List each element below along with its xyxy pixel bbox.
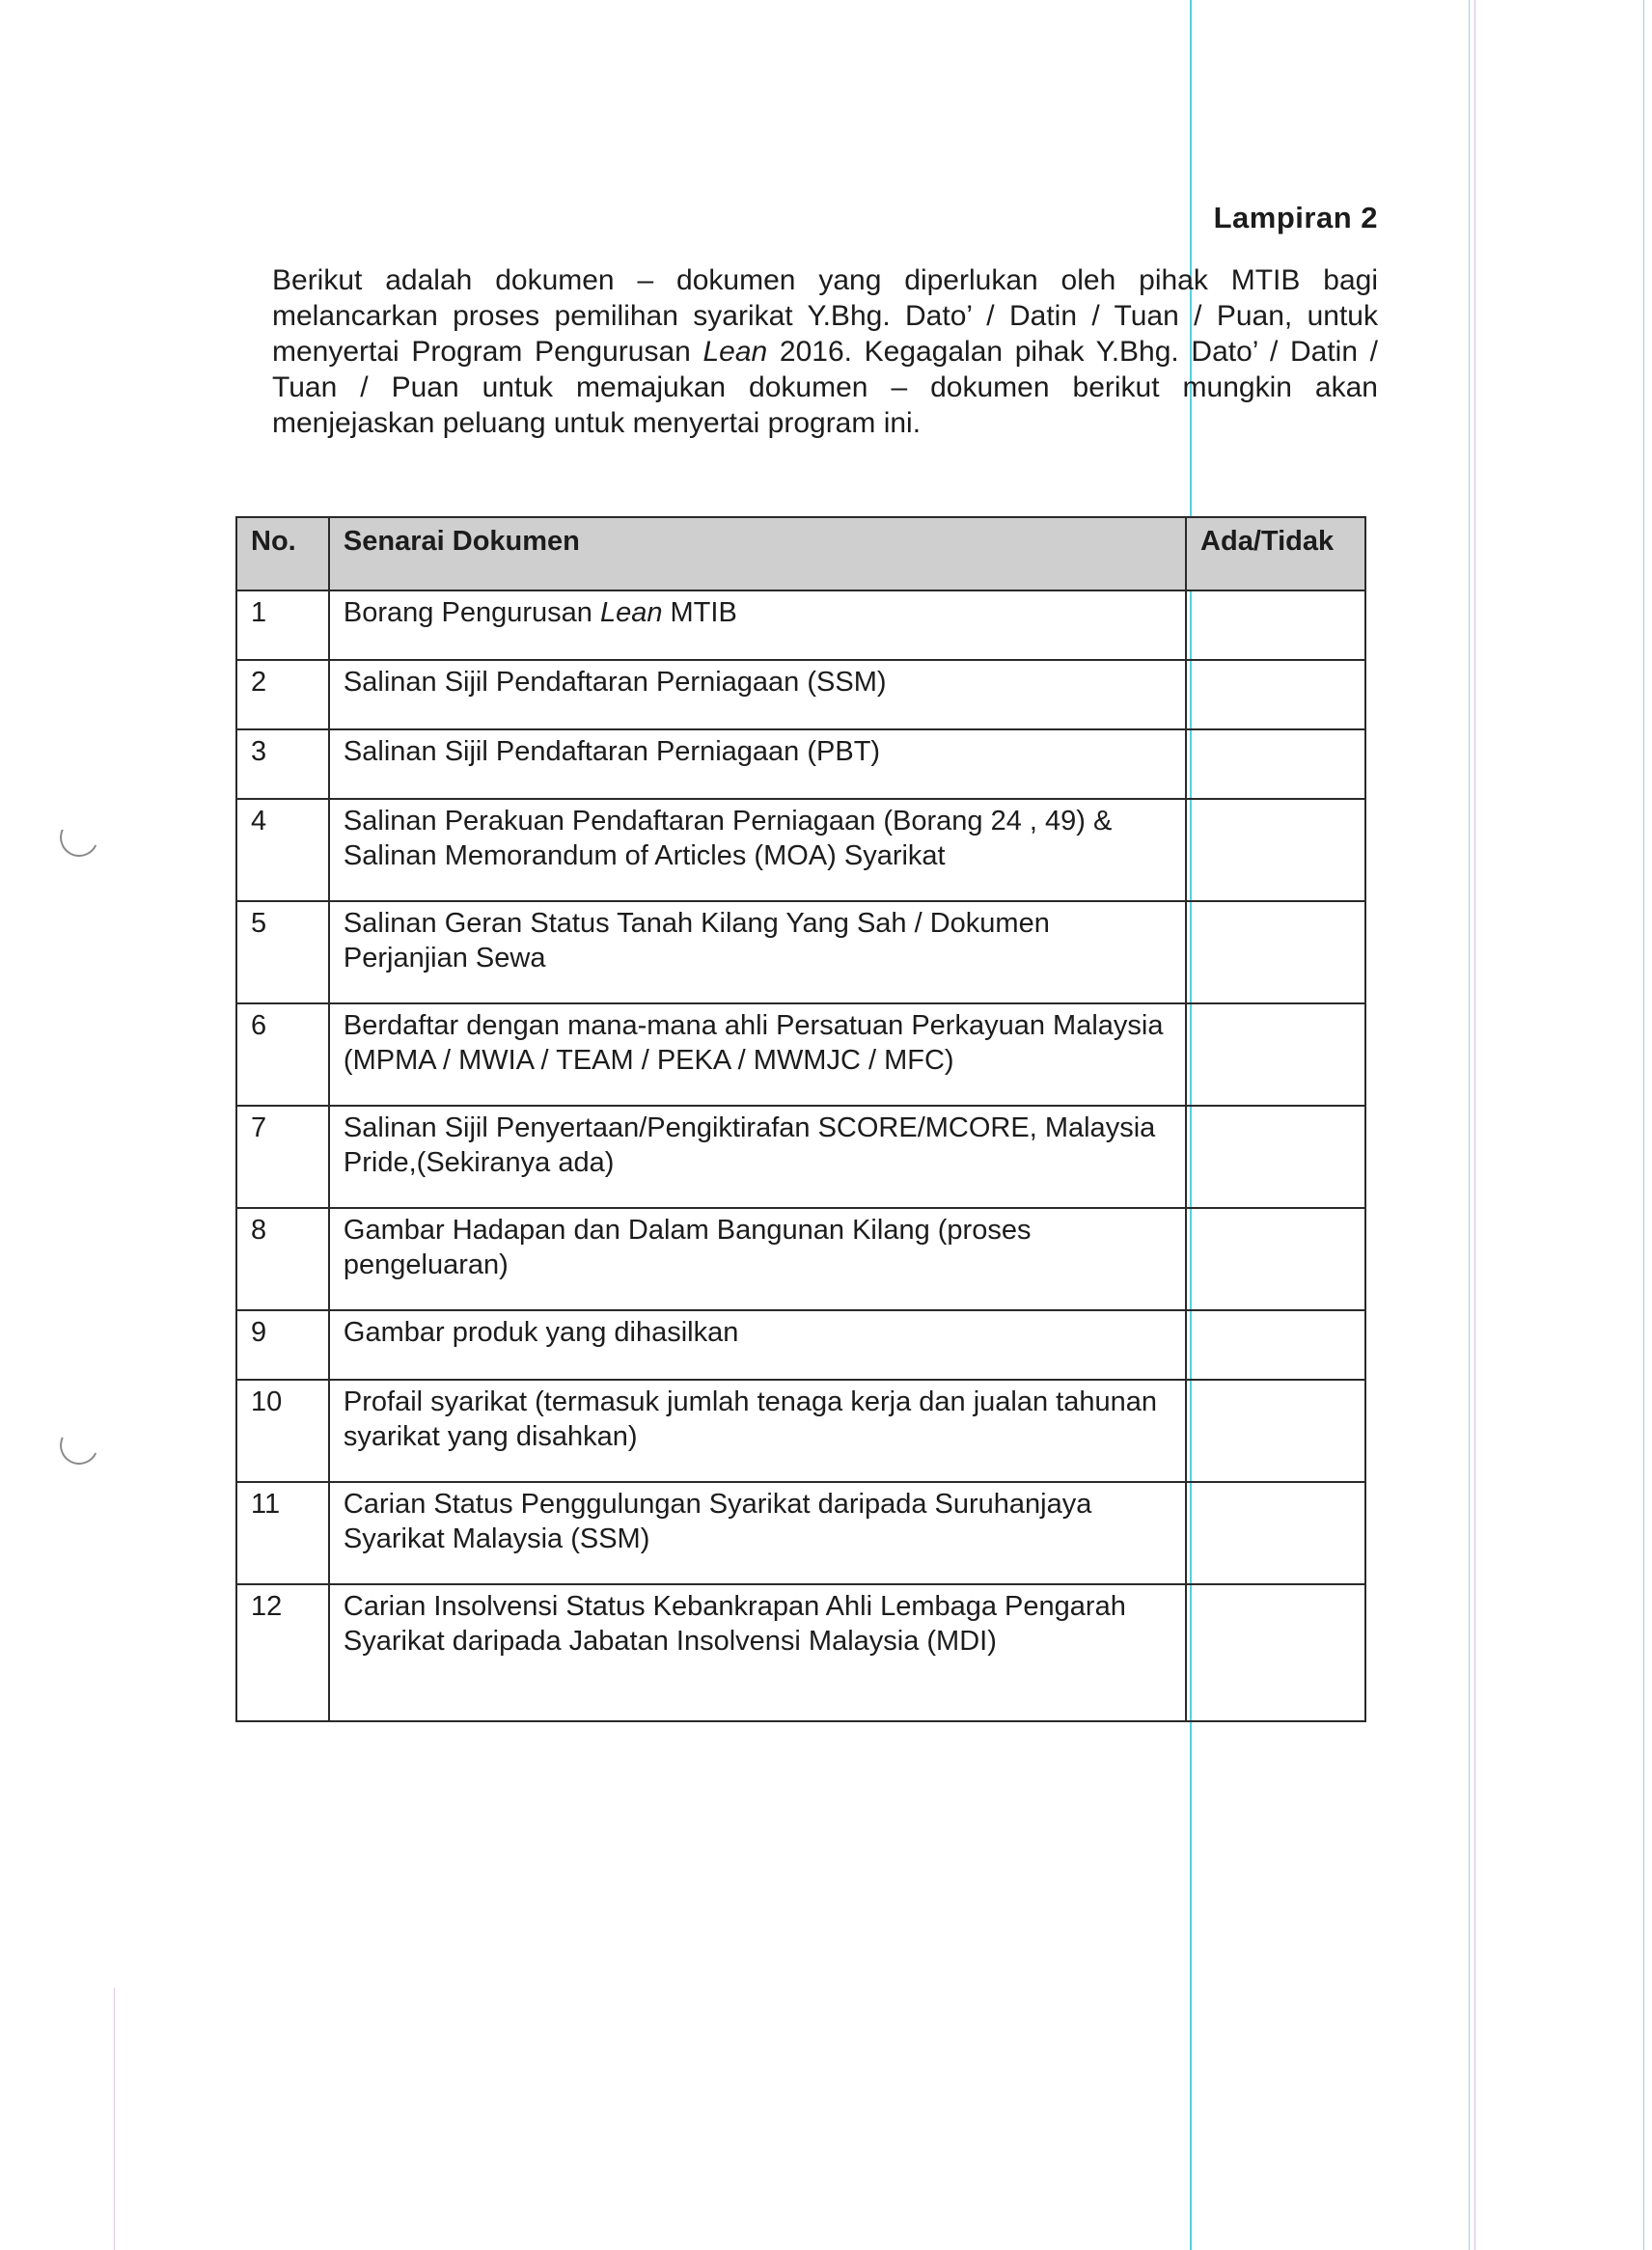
document-name-text: Carian Insolvensi Status Kebankrapan Ahli Lembaga Pengarah Syarikat daripada Jabatan Insolvensi Malaysia (MDI) bbox=[343, 1591, 1126, 1657]
table-row bbox=[236, 1106, 1365, 1208]
header-document-list: Senarai Dokumen bbox=[329, 517, 1186, 590]
scan-artifact-line bbox=[1469, 0, 1470, 2250]
document-name bbox=[329, 1310, 1186, 1380]
row-number: 3 bbox=[236, 729, 329, 799]
table-row bbox=[236, 1003, 1365, 1106]
document-name-text: Salinan Sijil Penyertaan/Pengiktirafan SCORE/MCORE, Malaysia Pride,(Sekiranya ada) bbox=[343, 1112, 1156, 1178]
scan-artifact-line bbox=[114, 1988, 115, 2250]
availability-checkbox-cell[interactable] bbox=[1186, 901, 1365, 1003]
header-no: No. bbox=[236, 517, 329, 590]
table-row bbox=[236, 799, 1365, 901]
document-name-text: Gambar Hadapan dan Dalam Bangunan Kilang (proses pengeluaran) bbox=[343, 1215, 1032, 1280]
availability-checkbox-cell[interactable] bbox=[1186, 1106, 1365, 1208]
availability-checkbox-cell[interactable] bbox=[1186, 1208, 1365, 1310]
annex-label: Lampiran 2 bbox=[1213, 201, 1378, 234]
availability-checkbox-cell[interactable] bbox=[1186, 1380, 1365, 1482]
intro-text-part: 2016. Kegagalan pihak Y.Bhg. Dato’ / Datin / Tuan / Puan untuk memajukan dokumen – dokumen berikut mungkin akan menjejaskan peluang untuk menyertai program ini. bbox=[272, 336, 1378, 439]
document-name-text: MTIB bbox=[662, 597, 737, 628]
table-row bbox=[236, 1310, 1365, 1380]
row-number: 4 bbox=[236, 799, 329, 901]
punch-hole-mark bbox=[54, 1420, 103, 1469]
document-name bbox=[329, 1208, 1186, 1310]
availability-checkbox-cell[interactable] bbox=[1186, 660, 1365, 729]
intro-paragraph bbox=[272, 262, 1378, 441]
intro-text-italic: Lean bbox=[702, 336, 768, 368]
punch-hole-mark bbox=[54, 812, 103, 862]
table-row bbox=[236, 729, 1365, 799]
table-row bbox=[236, 1380, 1365, 1482]
table-row bbox=[236, 660, 1365, 729]
row-number: 5 bbox=[236, 901, 329, 1003]
availability-checkbox-cell[interactable] bbox=[1186, 590, 1365, 660]
availability-checkbox-cell[interactable] bbox=[1186, 799, 1365, 901]
document-name-text: Salinan Sijil Pendaftaran Perniagaan (SSM) bbox=[343, 667, 887, 698]
document-checklist-table bbox=[235, 516, 1366, 1722]
row-number: 8 bbox=[236, 1208, 329, 1310]
availability-checkbox-cell[interactable] bbox=[1186, 1003, 1365, 1106]
document-name-text: Gambar produk yang dihasilkan bbox=[343, 1317, 739, 1348]
table-row bbox=[236, 1584, 1365, 1721]
table-header-row bbox=[236, 517, 1365, 590]
row-number: 2 bbox=[236, 660, 329, 729]
document-name-text: Carian Status Penggulungan Syarikat daripada Suruhanjaya Syarikat Malaysia (SSM) bbox=[343, 1489, 1092, 1554]
document-name bbox=[329, 729, 1186, 799]
document-name-text: Profail syarikat (termasuk jumlah tenaga kerja dan jualan tahunan syarikat yang disahkan) bbox=[343, 1386, 1157, 1452]
table-row bbox=[236, 901, 1365, 1003]
document-name bbox=[329, 799, 1186, 901]
availability-checkbox-cell[interactable] bbox=[1186, 1584, 1365, 1721]
availability-checkbox-cell[interactable] bbox=[1186, 1482, 1365, 1584]
document-name-text: Borang Pengurusan bbox=[343, 597, 600, 628]
row-number: 6 bbox=[236, 1003, 329, 1106]
row-number: 7 bbox=[236, 1106, 329, 1208]
row-number: 9 bbox=[236, 1310, 329, 1380]
availability-checkbox-cell[interactable] bbox=[1186, 729, 1365, 799]
document-name-text: Salinan Geran Status Tanah Kilang Yang Sah / Dokumen Perjanjian Sewa bbox=[343, 908, 1050, 974]
table-row bbox=[236, 1482, 1365, 1584]
row-number: 12 bbox=[236, 1584, 329, 1721]
document-name bbox=[329, 1584, 1186, 1721]
document-name bbox=[329, 1106, 1186, 1208]
document-name bbox=[329, 901, 1186, 1003]
document-name bbox=[329, 1380, 1186, 1482]
document-name-text: Berdaftar dengan mana-mana ahli Persatuan Perkayuan Malaysia (MPMA / MWIA / TEAM / PEKA / MWMJC / MFC) bbox=[343, 1010, 1164, 1076]
document-name-text: Salinan Perakuan Pendaftaran Perniagaan (Borang 24 , 49) & Salinan Memorandum of Articles (MOA) Syarikat bbox=[343, 806, 1113, 871]
row-number: 10 bbox=[236, 1380, 329, 1482]
intro-text-part: Berikut adalah dokumen – dokumen yang diperlukan oleh pihak MTIB bagi melancarkan proses pemilihan syarikat Y.Bhg. Dato’ / Datin / Tuan / Puan, untuk menyertai Program Pengurusan bbox=[272, 264, 1378, 368]
row-number: 11 bbox=[236, 1482, 329, 1584]
document-name bbox=[329, 590, 1186, 660]
document-name-italic: Lean bbox=[599, 597, 663, 628]
header-available: Ada/Tidak bbox=[1186, 517, 1365, 590]
row-number: 1 bbox=[236, 590, 329, 660]
document-name bbox=[329, 1482, 1186, 1584]
scan-artifact-line bbox=[1643, 0, 1644, 2250]
table-row bbox=[236, 590, 1365, 660]
document-name-text: Salinan Sijil Pendaftaran Perniagaan (PBT) bbox=[343, 736, 881, 767]
availability-checkbox-cell[interactable] bbox=[1186, 1310, 1365, 1380]
scan-artifact-line bbox=[1474, 0, 1475, 2250]
document-name bbox=[329, 1003, 1186, 1106]
document-name bbox=[329, 660, 1186, 729]
table-row bbox=[236, 1208, 1365, 1310]
